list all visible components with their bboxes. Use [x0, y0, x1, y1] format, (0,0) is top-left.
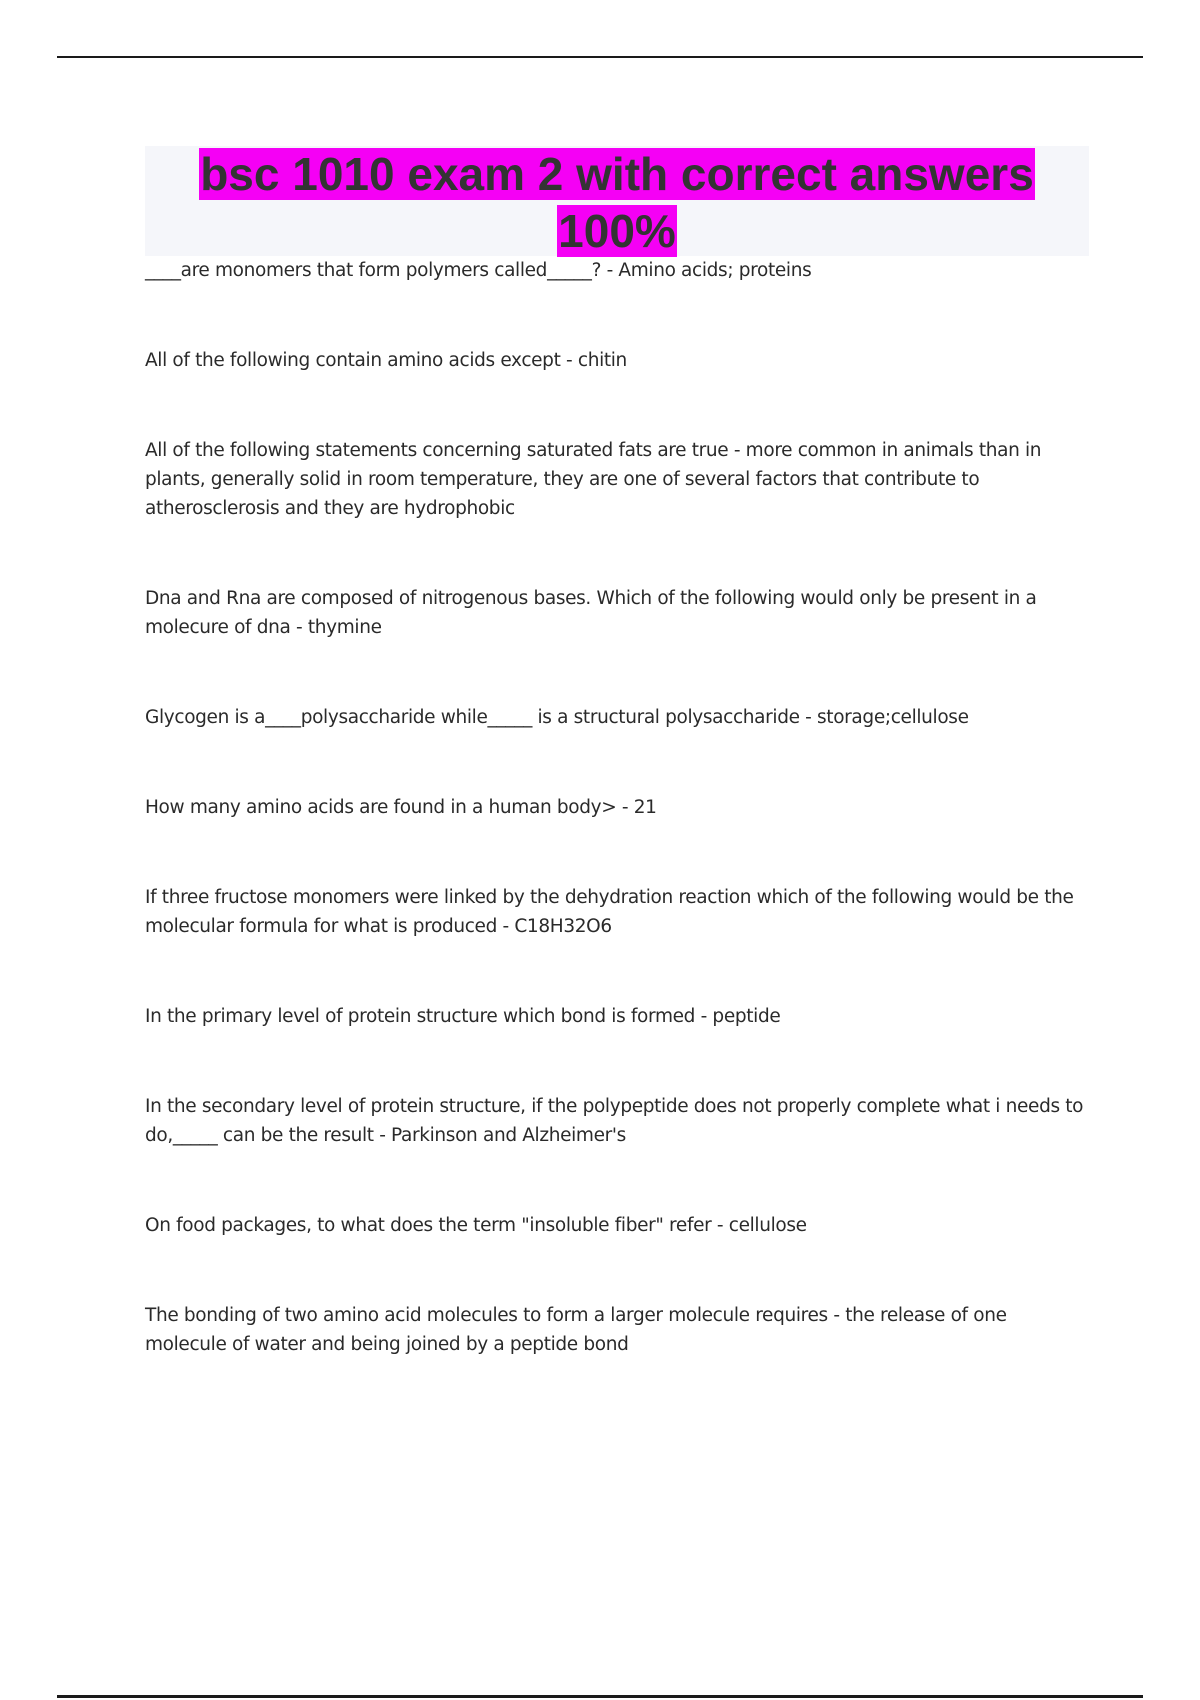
qa-item: Glycogen is a____polysaccharide while_____ is a structural polysaccharide - storage;cellulose [145, 707, 969, 728]
qa-item: In the secondary level of protein structure, if the polypeptide does not properly complete what i needs to do,_____ can be the result - Parkinson and Alzheimer's [145, 1096, 1084, 1146]
qa-item: Dna and Rna are composed of nitrogenous bases. Which of the following would only be present in a molecure of dna - thymine [145, 588, 1037, 638]
qa-list [145, 256, 1090, 1420]
bottom-rule [57, 1695, 1143, 1698]
qa-item: In the primary level of protein structure which bond is formed - peptide [145, 1006, 781, 1027]
qa-item: ____are monomers that form polymers called_____? - Amino acids; proteins [145, 260, 812, 281]
title-block [145, 146, 1089, 256]
qa-item: On food packages, to what does the term "insoluble fiber" refer - cellulose [145, 1215, 807, 1236]
qa-item: All of the following contain amino acids except - chitin [145, 350, 627, 371]
qa-item: How many amino acids are found in a human body> - 21 [145, 797, 657, 818]
top-rule [57, 56, 1143, 58]
page-title-line-1 [145, 146, 1089, 203]
page-title-text-2: 100% [558, 205, 676, 257]
page-title-line-2 [145, 203, 1089, 260]
qa-item: If three fructose monomers were linked by the dehydration reaction which of the following would be the molecular formula for what is produced - C18H32O6 [145, 887, 1074, 937]
page-title-text-1: bsc 1010 exam 2 with correct answers [200, 148, 1034, 200]
qa-item: All of the following statements concerning saturated fats are true - more common in animals than in plants, generally solid in room temperature, they are one of several factors that contribute to atherosclerosis and they are hydrophobic [145, 440, 1042, 519]
qa-item: The bonding of two amino acid molecules to form a larger molecule requires - the release of one molecule of water and being joined by a peptide bond [145, 1305, 1007, 1355]
